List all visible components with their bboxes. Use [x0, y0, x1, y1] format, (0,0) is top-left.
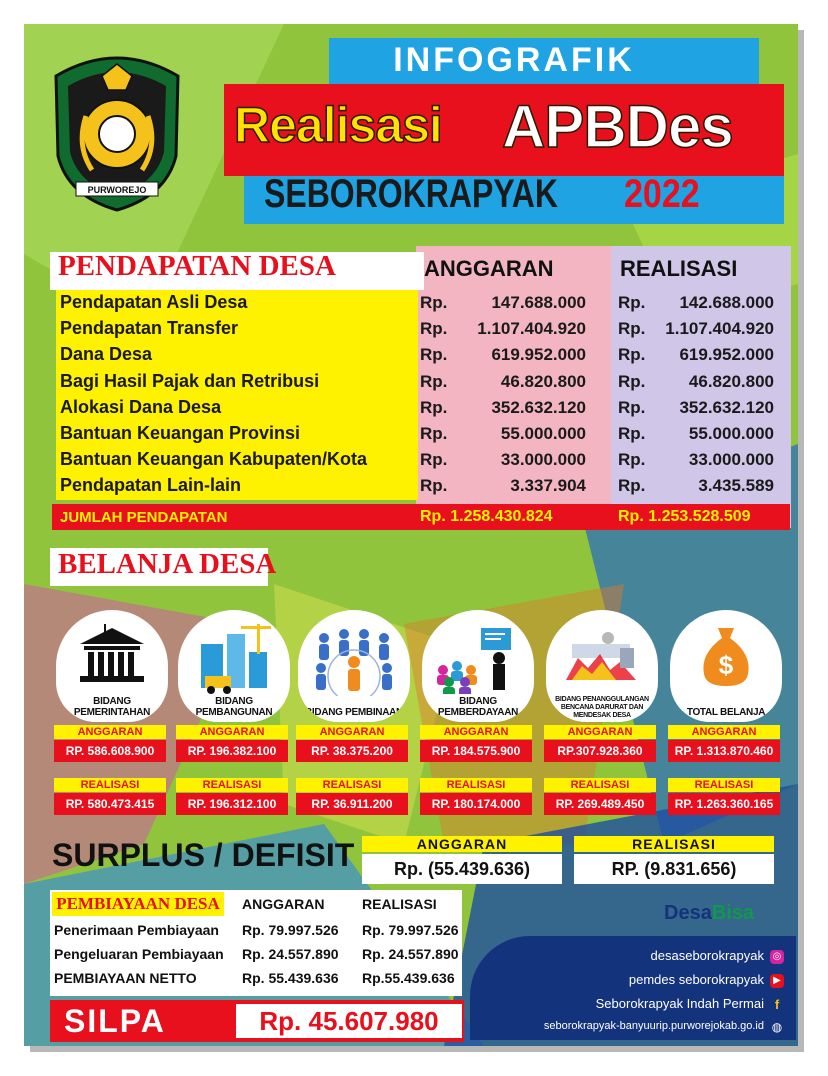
- pendapatan-row-anggaran: 147.688.000: [491, 293, 586, 312]
- belanja-card: [292, 610, 404, 820]
- pendapatan-row-realisasi: 142.688.000: [679, 293, 774, 312]
- pendapatan-row-anggaran: 619.952.000: [491, 345, 586, 364]
- pendapatan-row-label: Bagi Hasil Pajak dan Retribusi: [60, 371, 320, 391]
- pembiayaan-anggaran-header: ANGGARAN: [242, 896, 325, 912]
- instagram-handle[interactable]: desaseborokrapyak: [650, 948, 764, 963]
- jumlah-pendapatan-realisasi: Rp. 1.253.528.509: [618, 508, 751, 525]
- brand-desa: Desa: [664, 902, 712, 924]
- pendapatan-row-anggaran: 3.337.904: [510, 476, 586, 495]
- belanja-realisasi-label: REALISASI: [420, 778, 532, 792]
- header-year: 2022: [624, 172, 700, 216]
- pendapatan-row-anggaran: 1.107.404.920: [477, 319, 586, 338]
- silpa-label: SILPA: [64, 1003, 166, 1039]
- belanja-realisasi-label: REALISASI: [54, 778, 166, 792]
- pendapatan-row-realisasi-currency: Rp.: [618, 293, 646, 312]
- pendapatan-row-realisasi: 1.107.404.920: [665, 319, 774, 338]
- header-apbdes: APBDes: [502, 93, 733, 160]
- belanja-card: [664, 610, 776, 820]
- belanja-card-name: BIDANG PENANGGULANGAN BENCANA DARURAT DAN MENDESAK DESA: [555, 696, 649, 719]
- pembiayaan-realisasi-header: REALISASI: [362, 896, 437, 912]
- belanja-card-name: BIDANG PEMERINTAHAN: [73, 696, 151, 718]
- pendapatan-row-realisasi: 55.000.000: [688, 424, 774, 443]
- people-network-icon: [298, 624, 410, 701]
- belanja-card-oval: [298, 610, 410, 722]
- belanja-realisasi-value: RP. 196.312.100: [176, 793, 288, 815]
- pendapatan-anggaran-header: ANGGARAN: [424, 256, 554, 281]
- pendapatan-row-realisasi: 3.435.589: [698, 476, 774, 495]
- pendapatan-row-realisasi: 33.000.000: [688, 450, 774, 469]
- pendapatan-row-realisasi-currency: Rp.: [618, 319, 646, 338]
- pendapatan-row-realisasi: 352.632.120: [679, 398, 774, 417]
- pembiayaan-row-label: PEMBIAYAAN NETTO: [54, 970, 197, 986]
- pembiayaan-row-realisasi: Rp. 79.997.526: [362, 922, 459, 938]
- header-village: SEBOROKRAPYAK: [264, 172, 558, 216]
- pendapatan-row-anggaran-currency: Rp.: [420, 293, 448, 312]
- svg-text:$: $: [718, 650, 734, 680]
- pendapatan-row-realisasi-currency: Rp.: [618, 398, 646, 417]
- belanja-realisasi-value: RP. 1.263.360.165: [668, 793, 780, 815]
- pendapatan-row-anggaran-currency: Rp.: [420, 319, 448, 338]
- presentation-icon: [422, 624, 534, 699]
- pendapatan-row-label: Bantuan Keuangan Kabupaten/Kota: [60, 449, 368, 469]
- belanja-card: [50, 610, 162, 820]
- belanja-card-oval: [546, 610, 658, 722]
- facebook-handle[interactable]: Seborokrapyak Indah Permai: [595, 996, 764, 1011]
- belanja-card: [416, 610, 528, 820]
- pembiayaan-title: PEMBIAYAAN DESA: [52, 892, 224, 916]
- pembiayaan-row-label: Pengeluaran Pembiayaan: [54, 946, 224, 962]
- pendapatan-row-label: Bantuan Keuangan Provinsi: [60, 423, 301, 443]
- belanja-anggaran-label: ANGGARAN: [420, 725, 532, 739]
- belanja-realisasi-label: REALISASI: [296, 778, 408, 792]
- money-bag-icon: [670, 624, 782, 695]
- pendapatan-row-realisasi: 619.952.000: [679, 345, 774, 364]
- belanja-anggaran-value: RP.307.928.360: [544, 740, 656, 762]
- pendapatan-row-realisasi-currency: Rp.: [618, 450, 646, 469]
- belanja-title: BELANJA DESA: [58, 548, 277, 580]
- pendapatan-row-anggaran-currency: Rp.: [420, 424, 448, 443]
- belanja-anggaran-label: ANGGARAN: [296, 725, 408, 739]
- disaster-icon: [546, 624, 658, 693]
- surplus-realisasi-label: REALISASI: [574, 836, 774, 852]
- pendapatan-row-realisasi-currency: Rp.: [618, 372, 646, 391]
- facebook-icon: f: [770, 998, 784, 1012]
- government-building-icon: [56, 624, 168, 689]
- belanja-realisasi-value: RP. 269.489.450: [544, 793, 656, 815]
- pendapatan-row-anggaran-currency: Rp.: [420, 476, 448, 495]
- pendapatan-row-realisasi-currency: Rp.: [618, 476, 646, 495]
- belanja-card-name: BIDANG PEMBERDAYAAN: [437, 696, 519, 718]
- pendapatan-row-realisasi: 46.820.800: [688, 372, 774, 391]
- belanja-anggaran-label: ANGGARAN: [544, 725, 656, 739]
- header-realisasi: Realisasi: [234, 97, 442, 153]
- pendapatan-realisasi-header: REALISASI: [620, 256, 738, 281]
- jumlah-pendapatan-label: JUMLAH PENDAPATAN: [60, 509, 228, 526]
- belanja-realisasi-label: REALISASI: [176, 778, 288, 792]
- silpa-value: Rp. 45.607.980: [259, 1006, 439, 1036]
- belanja-card: [540, 610, 652, 820]
- belanja-realisasi-label: REALISASI: [668, 778, 780, 792]
- pendapatan-row-anggaran: 55.000.000: [500, 424, 586, 443]
- pendapatan-row-anggaran-currency: Rp.: [420, 345, 448, 364]
- pendapatan-row-label: Alokasi Dana Desa: [60, 397, 222, 417]
- belanja-card-oval: [56, 610, 168, 722]
- pembiayaan-row-anggaran: Rp. 55.439.636: [242, 970, 339, 986]
- belanja-realisasi-value: RP. 580.473.415: [54, 793, 166, 815]
- belanja-card-oval: [670, 610, 782, 722]
- belanja-anggaran-value: RP. 196.382.100: [176, 740, 288, 762]
- logo-text: PURWOREJO: [87, 185, 147, 195]
- belanja-anggaran-label: ANGGARAN: [176, 725, 288, 739]
- youtube-handle[interactable]: pemdes seborokrapyak: [628, 972, 764, 987]
- belanja-card-name: BIDANG PEMBANGUNAN: [195, 696, 273, 718]
- pendapatan-row-anggaran-currency: Rp.: [420, 398, 448, 417]
- belanja-anggaran-label: ANGGARAN: [54, 725, 166, 739]
- surplus-realisasi-value: RP. (9.831.656): [574, 854, 774, 884]
- regency-crest-icon: [46, 46, 188, 212]
- belanja-card-oval: [178, 610, 290, 722]
- belanja-anggaran-value: RP. 184.575.900: [420, 740, 532, 762]
- jumlah-pendapatan-anggaran: Rp. 1.258.430.824: [420, 508, 553, 525]
- pendapatan-row-label: Pendapatan Lain-lain: [60, 475, 242, 495]
- pendapatan-row-label: Dana Desa: [60, 344, 153, 364]
- website-link[interactable]: seborokrapyak-banyuurip.purworejokab.go.id: [543, 1020, 764, 1032]
- belanja-anggaran-value: RP. 1.313.870.460: [668, 740, 780, 762]
- surplus-title: SURPLUS / DEFISIT: [52, 837, 355, 873]
- construction-icon: [178, 624, 290, 699]
- surplus-anggaran-label: ANGGARAN: [362, 836, 562, 852]
- surplus-anggaran-value: Rp. (55.439.636): [362, 854, 562, 884]
- pendapatan-row-label: Pendapatan Asli Desa: [60, 292, 248, 312]
- header-infografik: INFOGRAFIK: [393, 41, 635, 79]
- belanja-anggaran-value: RP. 586.608.900: [54, 740, 166, 762]
- brand-bisa: Bisa: [711, 902, 755, 924]
- pendapatan-row-anggaran: 33.000.000: [500, 450, 586, 469]
- belanja-anggaran-value: RP. 38.375.200: [296, 740, 408, 762]
- pendapatan-row-realisasi-currency: Rp.: [618, 345, 646, 364]
- belanja-realisasi-value: RP. 180.174.000: [420, 793, 532, 815]
- pendapatan-row-anggaran-currency: Rp.: [420, 372, 448, 391]
- youtube-icon: ▶: [770, 974, 784, 988]
- globe-icon: ◍: [771, 1020, 783, 1034]
- pendapatan-row-anggaran-currency: Rp.: [420, 450, 448, 469]
- pembiayaan-row-anggaran: Rp. 79.997.526: [242, 922, 339, 938]
- infographic-poster: [24, 24, 798, 1046]
- belanja-realisasi-label: REALISASI: [544, 778, 656, 792]
- pembiayaan-row-realisasi: Rp.55.439.636: [362, 970, 455, 986]
- belanja-realisasi-value: RP. 36.911.200: [296, 793, 408, 815]
- instagram-icon: ◎: [770, 950, 784, 964]
- belanja-card-name: BIDANG PEMBINAAN: [305, 707, 403, 718]
- pembiayaan-row-label: Penerimaan Pembiayaan: [54, 922, 219, 938]
- pembiayaan-row-realisasi: Rp. 24.557.890: [362, 946, 459, 962]
- belanja-anggaran-label: ANGGARAN: [668, 725, 780, 739]
- belanja-card: [172, 610, 284, 820]
- pendapatan-row-anggaran: 46.820.800: [500, 372, 586, 391]
- desabisa-logo: [664, 902, 754, 925]
- pendapatan-row-realisasi-currency: Rp.: [618, 424, 646, 443]
- pendapatan-row-label: Pendapatan Transfer: [60, 318, 239, 338]
- belanja-card-name: TOTAL BELANJA: [686, 707, 766, 718]
- pendapatan-row-anggaran: 352.632.120: [491, 398, 586, 417]
- belanja-card-oval: [422, 610, 534, 722]
- pembiayaan-row-anggaran: Rp. 24.557.890: [242, 946, 339, 962]
- pendapatan-title: PENDAPATAN DESA: [58, 250, 336, 282]
